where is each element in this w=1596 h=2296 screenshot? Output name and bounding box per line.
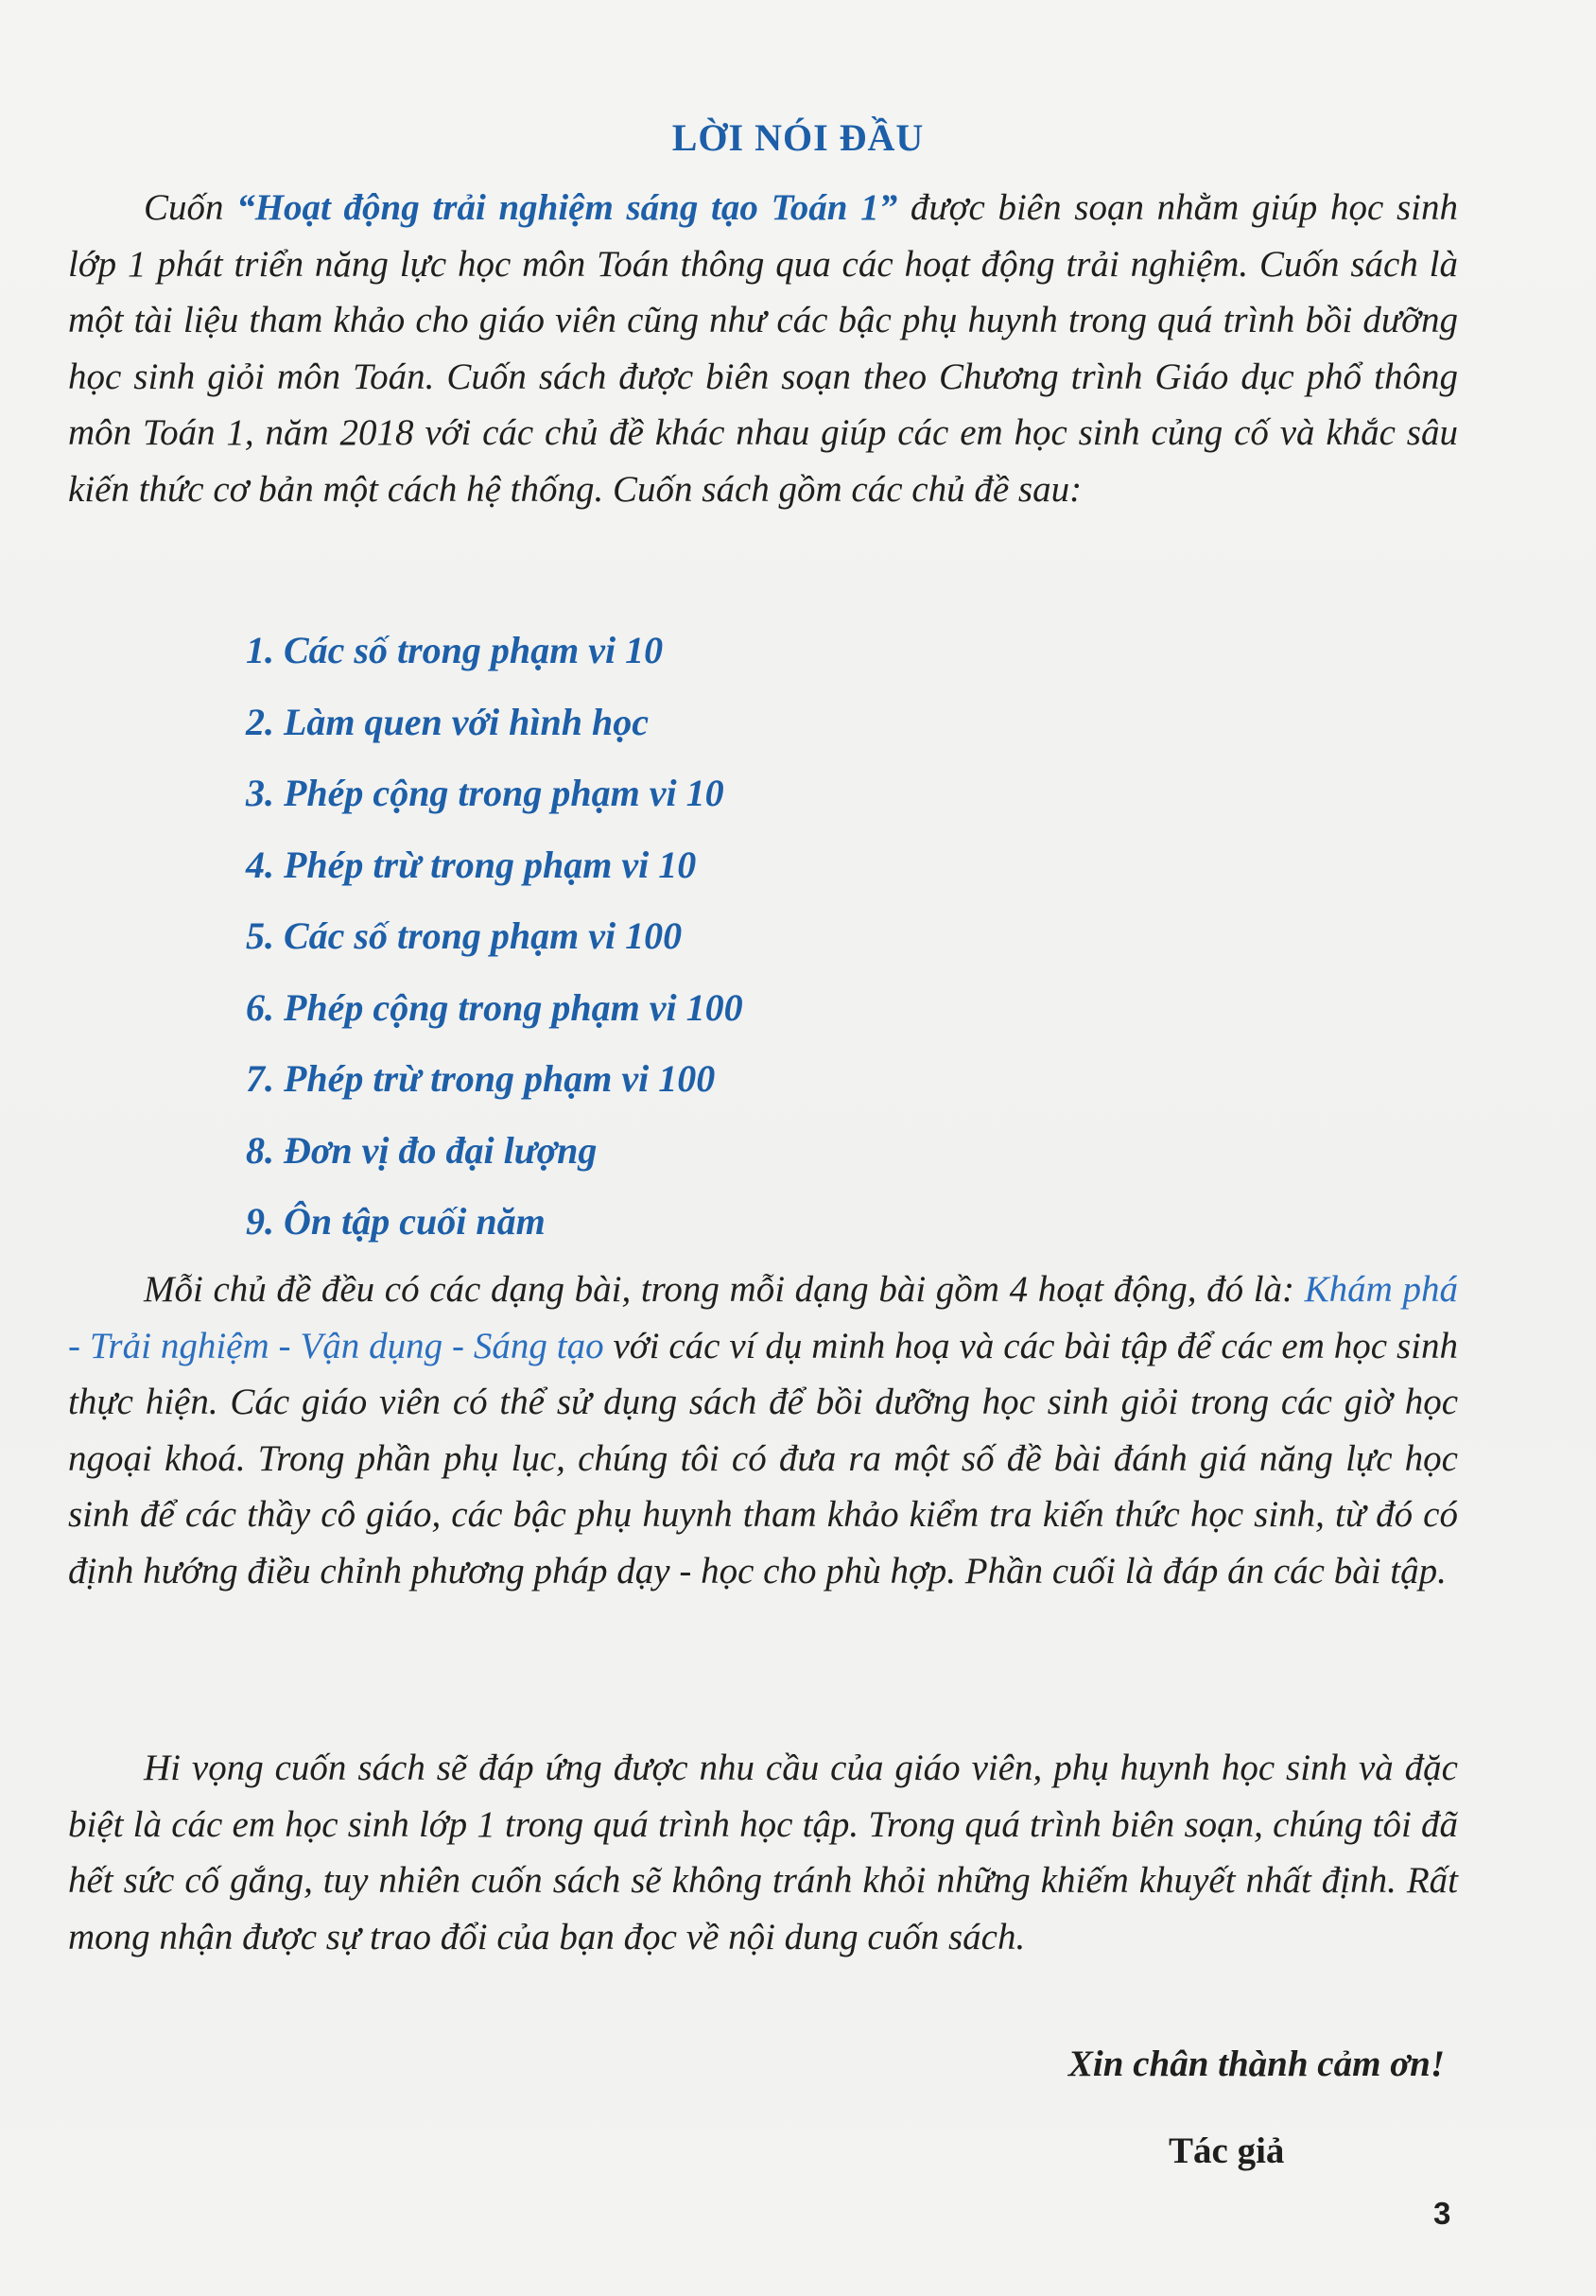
topic-item: 6. Phép cộng trong phạm vi 100: [246, 985, 743, 1029]
intro-paragraph: [68, 180, 1458, 517]
topic-item: 7. Phép trừ trong phạm vi 100: [246, 1057, 716, 1100]
topic-item: 3. Phép cộng trong phạm vi 10: [246, 772, 724, 814]
topic-item: 8. Đơn vị đo đại lượng: [246, 1128, 598, 1172]
intro-text: được biên soạn nhằm giúp học sinh lớp 1 phát triển năng lực học môn Toán thông qua các hoạt động trải nghiệm. Cuốn sách là một tài liệu tham khảo cho giáo viên cũng như các bậc phụ huynh trong quá trình bồi dưỡng học sinh giỏi môn Toán. Cuốn sách được biên soạn theo Chương trình Giáo dục phổ thông môn Toán 1, năm 2018 với các chủ đề khác nhau giúp các em học sinh củng cố và khắc sâu kiến thức cơ bản một cách hệ thống. Cuốn sách gồm các chủ đề sau:: [68, 187, 1458, 510]
hope-paragraph: [68, 1740, 1458, 1965]
closing-line: Xin chân thành cảm ơn!: [1067, 2044, 1445, 2084]
page-number: 3: [1433, 2196, 1451, 2231]
topic-list: [246, 615, 743, 1258]
topic-item: 5. Các số trong phạm vi 100: [246, 914, 683, 957]
activities-text: với các ví dụ minh hoạ và các bài tập để các em học sinh thực hiện. Các giáo viên có thể sử dụng sách để bồi dưỡng học sinh giỏi trong các giờ học ngoại khoá. Trong phần phụ lục, chúng tôi có đưa ra một số đề bài đánh giá năng lực học sinh để các thầy cô giáo, các bậc phụ huynh tham khảo kiểm tra kiến thức học sinh, từ đó có định hướng điều chỉnh phương pháp dạy - học cho phù hợp. Phần cuối là đáp án các bài tập.: [68, 1325, 1459, 1592]
author-signature: Tác giả: [1169, 2131, 1285, 2171]
topic-item: 2. Làm quen với hình học: [246, 700, 649, 743]
topic-item: 4. Phép trừ trong phạm vi 10: [246, 843, 697, 886]
activities-paragraph: [68, 1261, 1458, 1599]
hope-text: Hi vọng cuốn sách sẽ đáp ứng được nhu cầu của giáo viên, phụ huynh học sinh và đặc biệt là các em học sinh lớp 1 trong quá trình học tập. Trong quá trình biên soạn, chúng tôi đã hết sức cố gắng, tuy nhiên cuốn sách sẽ không tránh khỏi những khiếm khuyết nhất định. Rất mong nhận được sự trao đổi của bạn đọc về nội dung cuốn sách.: [68, 1748, 1458, 1957]
activities-prefix: Mỗi chủ đề đều có các dạng bài, trong mỗi dạng bài gồm 4 hoạt động, đó là:: [144, 1269, 1305, 1310]
activities-list: Khám phá - Trải nghiệm - Vận dụng - Sáng tạo: [68, 1269, 1458, 1366]
book-title: “Hoạt động trải nghiệm sáng tạo Toán 1”: [236, 187, 898, 228]
topic-item: 1. Các số trong phạm vi 10: [246, 629, 664, 671]
topic-item: 9. Ôn tập cuối năm: [246, 1200, 546, 1243]
intro-prefix: Cuốn: [144, 187, 237, 228]
page-title: LỜI NÓI ĐẦU: [671, 116, 925, 159]
